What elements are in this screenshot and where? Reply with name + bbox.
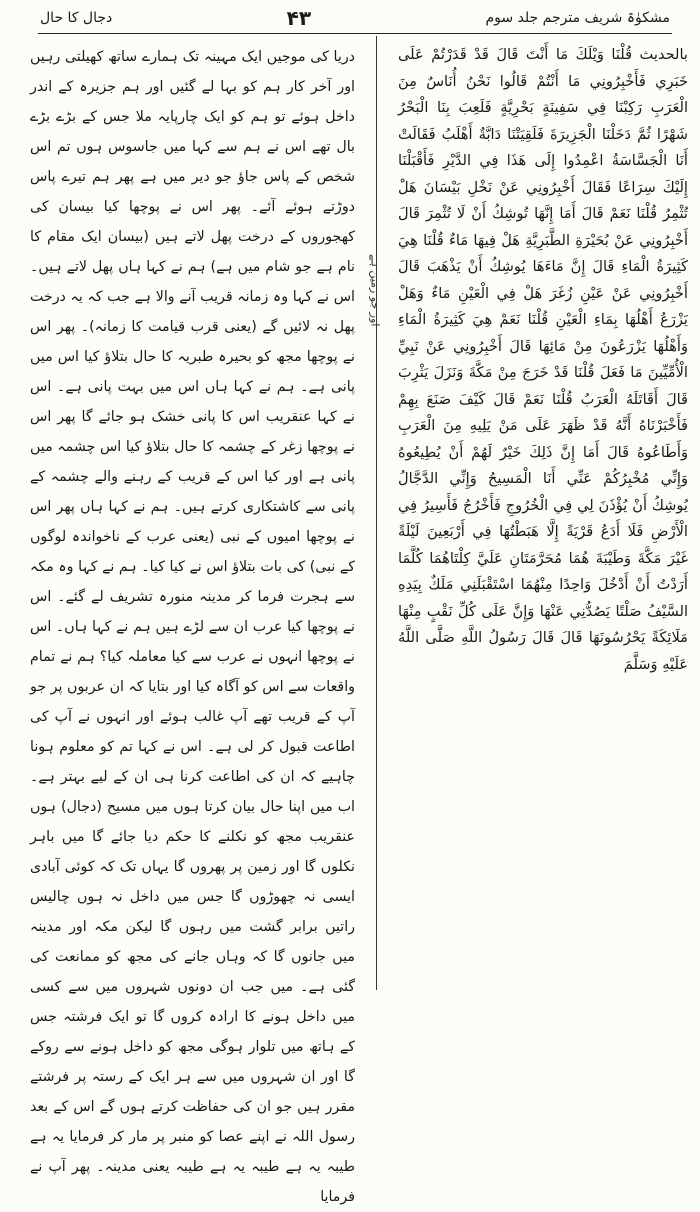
page-number: ۴۳ (286, 6, 312, 30)
arabic-hadith-text: بالحدیث قُلْنَا وَیْلَكَ مَا أَنْتَ قَالَ قَدْ قَدَرْتُمْ عَلَى خَبَرِي فَأَخْبِرُونِي مَا أَنْتُمْ قَالُوا نَحْنُ أُنَاسٌ مِنَ الْعَرَبِ رَكِبْنَا فِي سَفِينَةٍ بَحْرِيَّةٍ فَلَعِبَ بِنَا الْبَحْرُ شَهْرًا ثُمَّ دَخَلْنَا الْجَزِيرَةَ فَلَقِيَتْنَا دَابَّةٌ أَهْلَبُ فَقَالَتْ أَنَا الْجَسَّاسَةُ اعْمِدُوا إِلَى هَذَا فِي الدَّيْرِ فَأَقْبَلْنَا إِلَيْكَ سِرَاعًا فَقَالَ أَخْبِرُونِي عَنْ نَخْلِ بَيْسَانَ هَلْ تُثْمِرُ قُلْنَا نَعَمْ قَالَ أَمَا إِنَّهَا تُوشِكُ أَنْ لَا تُثْمِرَ قَالَ أَخْبِرُونِي عَنْ بُحَيْرَةِ الطَّبَرِيَّةِ هَلْ فِيهَا مَاءٌ قُلْنَا هِيَ كَثِيرَةُ الْمَاءِ قَالَ إِنَّ مَاءَهَا يُوشِكُ أَنْ يَذْهَبَ قَالَ أَخْبِرُونِي عَنْ عَيْنِ زُغَرَ هَلْ فِي الْعَيْنِ مَاءٌ وَهَلْ يَزْرَعُ أَهْلُهَا بِمَاءِ الْعَيْنِ قُلْنَا نَعَمْ هِيَ كَثِيرَةُ الْمَاءِ وَأَهْلُهَا يَزْرَعُونَ مِنْ مَائِهَا قَالَ أَخْبِرُونِي عَنْ نَبِيِّ الْأُمِّيِّينَ مَا فَعَلَ قُلْنَا قَدْ خَرَجَ مِنْ مَكَّةَ وَنَزَلَ يَثْرِبَ قَالَ أَقَاتَلَهُ الْعَرَبُ قُلْنَا نَعَمْ قَالَ كَيْفَ صَنَعَ بِهِمْ فَأَخْبَرْنَاهُ أَنَّهُ قَدْ ظَهَرَ عَلَى مَنْ يَلِيهِ مِنَ الْعَرَبِ وَأَطَاعُوهُ قَالَ أَمَا إِنَّ ذَلِكَ خَيْرٌ لَهُمْ أَنْ يُطِيعُوهُ وَإِنِّي مُخْبِرُكُمْ عَنِّي أَنَا الْمَسِيحُ وَإِنِّي الدَّجَّالُ يُوشِكُ أَنْ يُؤْذَنَ لِي فِي الْخُرُوجِ فَأَخْرُجُ فَأَسِيرُ فِي الْأَرْضِ فَلَا أَدَعُ قَرْيَةً إِلَّا هَبَطْتُهَا فِي أَرْبَعِينَ لَيْلَةً غَيْرَ مَكَّةَ وَطَيْبَةَ هُمَا مُحَرَّمَتَانِ عَلَيَّ كِلْتَاهُمَا كُلَّمَا أَرَدْتُ أَنْ أَدْخُلَ وَاحِدًا مِنْهُمَا اسْتَقْبَلَنِي مَلَكٌ بِيَدِهِ السَّيْفُ صَلْتًا يَصُدُّنِي عَنْهَا وَإِنَّ عَلَى كُلِّ نَقْبٍ مِنْهَا مَلَائِكَةً يَحْرُسُونَهَا قَالَ قَالَ رَسُولُ اللَّهِ صَلَّى اللَّهُ عَلَيْهِ وَسَلَّمَ (398, 46, 688, 673)
header-rule (38, 33, 672, 34)
chapter-title: دجال کا حال (40, 10, 113, 26)
urdu-translation-text: دریا کی موجیں ایک مہینہ تک ہمارے ساتھ کھیلتی رہیں اور آخر کار ہم کو بہا لے گئیں اور ہم جزیرہ کے اندر داخل ہوئے تو ہم کو ایک چارپایہ ملا جس کے بڑے بڑے بال تھے اس نے ہم سے کہا میں جاسوس ہوں تم اس شخص کے پاس جاؤ جو دیر میں ہے پھر ہم تیرے پاس دوڑتے ہوئے آئے۔ پھر اس نے پوچھا کیا بیسان کی کھجوروں کے درخت پھل لاتے ہیں (بیسان ایک مقام کا نام ہے جو شام میں ہے) ہم نے کہا ہاں پھل لاتے ہیں۔ اس نے کہا وہ زمانہ قریب آنے والا ہے جب کہ یہ درخت پھل نہ لائیں گے (یعنی قرب قیامت کا زمانہ)۔ پھر اس نے پوچھا مجھ کو بحیرہ طبریہ کا حال بتلاؤ کیا اس میں پانی ہے۔ ہم نے کہا ہاں اس میں بہت پانی ہے۔ اس نے کہا عنقریب اس کا پانی خشک ہو جائے گا پھر اس نے پوچھا زغر کے چشمہ کا حال بتلاؤ کیا اس چشمہ میں پانی ہے اور کیا اس کے قریب کے رہنے والے چشمہ کے پانی سے کاشتکاری کرتے ہیں۔ ہم نے کہا ہاں پھر اس نے پوچھا امیوں کے نبی (یعنی عرب کے ناخواندہ لوگوں کے نبی) کی بات بتلاؤ اس نے کیا کیا۔ ہم نے کہا وہ مکہ سے ہجرت فرما کر مدینہ منورہ تشریف لے گئے۔ اس نے پوچھا کیا عرب ان سے لڑے ہیں ہم نے کہا ہاں۔ اس نے پوچھا انہوں نے عرب سے کیا معاملہ کیا؟ ہم نے تمام واقعات سے اس کو آگاہ کیا اور بتایا کہ ان عربوں پر جو آپ کے قریب تھے آپ غالب ہوئے اور انہوں نے آپ کی اطاعت قبول کر لی ہے۔ اس نے کہا تم کو معلوم ہونا چاہیے کہ ان کی اطاعت کرنا ہی ان کے لیے بہتر ہے۔ اب میں اپنا حال بیان کرتا ہوں میں مسیح (دجال) ہوں عنقریب مجھ کو نکلنے کا حکم دیا جائے گا میں باہر نکلوں گا اور زمین پر پھروں گا یہاں تک کہ کوئی آبادی ایسی نہ چھوڑوں گا جس میں داخل نہ ہوں چالیس راتیں برابر گشت میں رہوں گا لیکن مکہ اور مدینہ میں جانوں گا کہ وہاں جانے کی مجھ کو ممانعت کی گئی ہے۔ میں جب ان دونوں شہروں میں سے کسی میں داخل ہونے کا ارادہ کروں گا تو ایک فرشتہ جس کے ہاتھ میں تلوار ہوگی مجھ کو داخل ہونے سے روکے گا اور ان شہروں میں سے ہر ایک کے رستہ پر فرشتے مقرر ہیں جو ان کی حفاظت کرتے ہوں گے اس کے بعد رسول اللہ نے اپنے عصا کو منبر پر مار کر فرمایا یہ ہے طیبہ یہ ہے طیبہ یہ ہے طیبہ یعنی مدینہ۔ پھر آپ نے فرمایا (30, 49, 355, 1205)
book-title: مشکوٰۃ شریف مترجم جلد سوم (485, 10, 670, 26)
arabic-hadith-column (398, 42, 688, 990)
page-header (40, 4, 670, 32)
margin-note: اور جو زمین ہے (368, 253, 382, 327)
urdu-translation-column (30, 42, 355, 1205)
